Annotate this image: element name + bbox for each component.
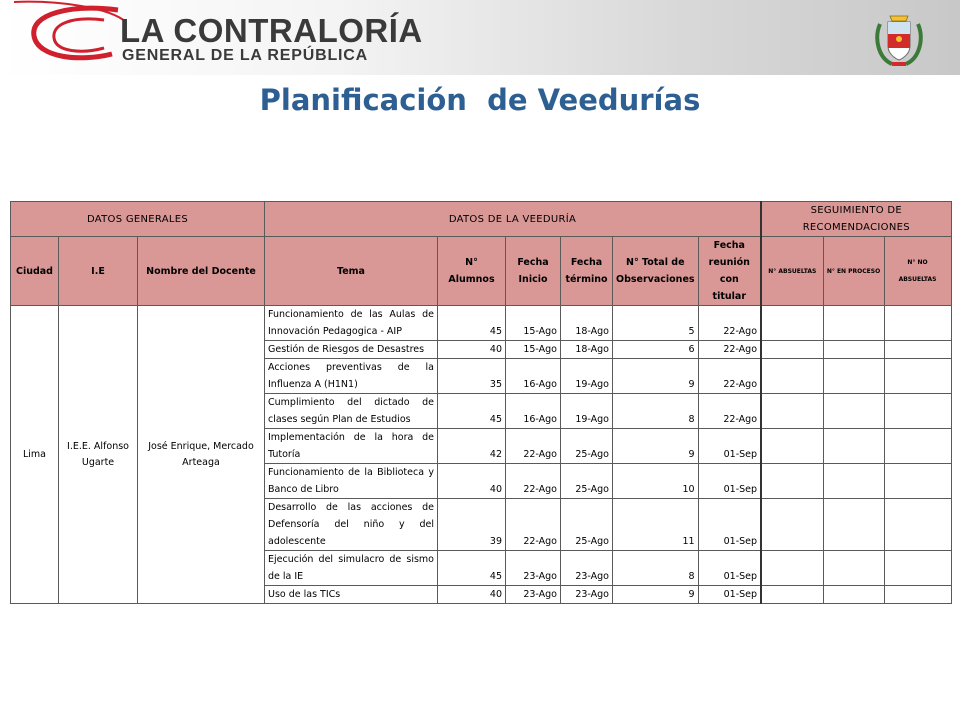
cell-fecha-inicio: 23-Ago [506,551,561,586]
cell-alumnos: 39 [438,499,506,551]
cell-observaciones: 9 [613,359,699,394]
col-header-total-observaciones: N° Total de Observaciones [613,237,699,306]
cell-absueltas [761,394,823,429]
col-header-ie: I.E [59,237,138,306]
cell-en-proceso [823,429,884,464]
cell-fecha-termino: 23-Ago [561,551,613,586]
cell-fecha-reunion: 22-Ago [698,306,761,341]
cell-no-absueltas [884,394,951,429]
cell-tema: Cumplimiento del dictado de clases según Plan de Estudios [265,394,438,429]
cell-alumnos: 40 [438,586,506,604]
cell-en-proceso [823,586,884,604]
cell-alumnos: 45 [438,306,506,341]
logo-swoosh-icon [0,0,130,75]
cell-tema: Ejecución del simulacro de sismo de la IE [265,551,438,586]
cell-no-absueltas [884,551,951,586]
cell-fecha-termino: 25-Ago [561,464,613,499]
page-title: Planificación de Veedurías [259,83,701,117]
cell-fecha-termino: 18-Ago [561,341,613,359]
peru-coat-of-arms-icon [870,8,928,68]
cell-observaciones: 5 [613,306,699,341]
section-seguimiento: SEGUIMIENTO DE RECOMENDACIONES [761,202,951,237]
cell-fecha-termino: 18-Ago [561,306,613,341]
cell-fecha-inicio: 15-Ago [506,341,561,359]
cell-fecha-inicio: 16-Ago [506,359,561,394]
cell-en-proceso [823,464,884,499]
cell-fecha-reunion: 01-Sep [698,464,761,499]
cell-ciudad: Lima [11,306,59,604]
cell-fecha-termino: 25-Ago [561,499,613,551]
cell-observaciones: 11 [613,499,699,551]
cell-tema: Funcionamiento de la Biblioteca y Banco de Libro [265,464,438,499]
cell-absueltas [761,499,823,551]
cell-tema: Desarrollo de las acciones de Defensoría del niño y del adolescente [265,499,438,551]
cell-absueltas [761,359,823,394]
cell-en-proceso [823,499,884,551]
cell-fecha-inicio: 16-Ago [506,394,561,429]
cell-fecha-termino: 19-Ago [561,359,613,394]
cell-alumnos: 40 [438,341,506,359]
cell-absueltas [761,586,823,604]
cell-tema: Acciones preventivas de la Influenza A (H1N1) [265,359,438,394]
cell-tema: Gestión de Riesgos de Desastres [265,341,438,359]
cell-fecha-reunion: 01-Sep [698,499,761,551]
cell-observaciones: 8 [613,394,699,429]
logo-main-text: LA CONTRALORÍA [120,12,423,49]
cell-ie: I.E.E. Alfonso Ugarte [59,306,138,604]
cell-absueltas [761,464,823,499]
col-header-fecha-termino: Fecha término [561,237,613,306]
cell-tema: Implementación de la hora de Tutoría [265,429,438,464]
cell-alumnos: 45 [438,394,506,429]
cell-absueltas [761,429,823,464]
cell-fecha-reunion: 22-Ago [698,394,761,429]
cell-observaciones: 8 [613,551,699,586]
col-header-fecha-inicio: Fecha Inicio [506,237,561,306]
cell-no-absueltas [884,499,951,551]
cell-no-absueltas [884,306,951,341]
cell-no-absueltas [884,341,951,359]
cell-absueltas [761,551,823,586]
cell-alumnos: 35 [438,359,506,394]
cell-fecha-inicio: 22-Ago [506,464,561,499]
cell-en-proceso [823,394,884,429]
cell-en-proceso [823,551,884,586]
cell-alumnos: 42 [438,429,506,464]
cell-fecha-inicio: 22-Ago [506,429,561,464]
cell-tema: Uso de las TICs [265,586,438,604]
cell-observaciones: 9 [613,586,699,604]
cell-fecha-reunion: 01-Sep [698,586,761,604]
col-header-tema: Tema [265,237,438,306]
cell-observaciones: 9 [613,429,699,464]
cell-tema: Funcionamiento de las Aulas de Innovación Pedagogica - AIP [265,306,438,341]
cell-no-absueltas [884,586,951,604]
cell-en-proceso [823,341,884,359]
col-header-docente: Nombre del Docente [138,237,265,306]
cell-absueltas [761,341,823,359]
cell-alumnos: 45 [438,551,506,586]
section-datos-veeduria: DATOS DE LA VEEDURÍA [265,202,762,237]
cell-en-proceso [823,306,884,341]
cell-fecha-reunion: 22-Ago [698,341,761,359]
col-header-no-absueltas: N° NO ABSUELTAS [884,237,951,306]
cell-docente: José Enrique, Mercado Arteaga [138,306,265,604]
col-header-alumnos: N° Alumnos [438,237,506,306]
col-header-en-proceso: N° EN PROCESO [823,237,884,306]
veedurias-table [10,201,952,604]
cell-observaciones: 10 [613,464,699,499]
header-banner [0,0,960,75]
cell-en-proceso [823,359,884,394]
cell-fecha-termino: 25-Ago [561,429,613,464]
section-datos-generales: DATOS GENERALES [11,202,265,237]
cell-fecha-reunion: 01-Sep [698,429,761,464]
cell-fecha-reunion: 22-Ago [698,359,761,394]
cell-fecha-inicio: 22-Ago [506,499,561,551]
cell-fecha-reunion: 01-Sep [698,551,761,586]
cell-no-absueltas [884,359,951,394]
section-header-row [11,202,952,237]
cell-fecha-inicio: 15-Ago [506,306,561,341]
cell-no-absueltas [884,464,951,499]
cell-fecha-inicio: 23-Ago [506,586,561,604]
cell-no-absueltas [884,429,951,464]
table-row [11,306,952,341]
cell-observaciones: 6 [613,341,699,359]
col-header-fecha-reunion: Fecha reunión con titular [698,237,761,306]
cell-alumnos: 40 [438,464,506,499]
col-header-absueltas: N° ABSUELTAS [761,237,823,306]
column-header-row [11,237,952,306]
cell-fecha-termino: 23-Ago [561,586,613,604]
logo-sub-text: GENERAL DE LA REPÚBLICA [122,47,368,64]
cell-absueltas [761,306,823,341]
cell-fecha-termino: 19-Ago [561,394,613,429]
col-header-ciudad: Ciudad [11,237,59,306]
